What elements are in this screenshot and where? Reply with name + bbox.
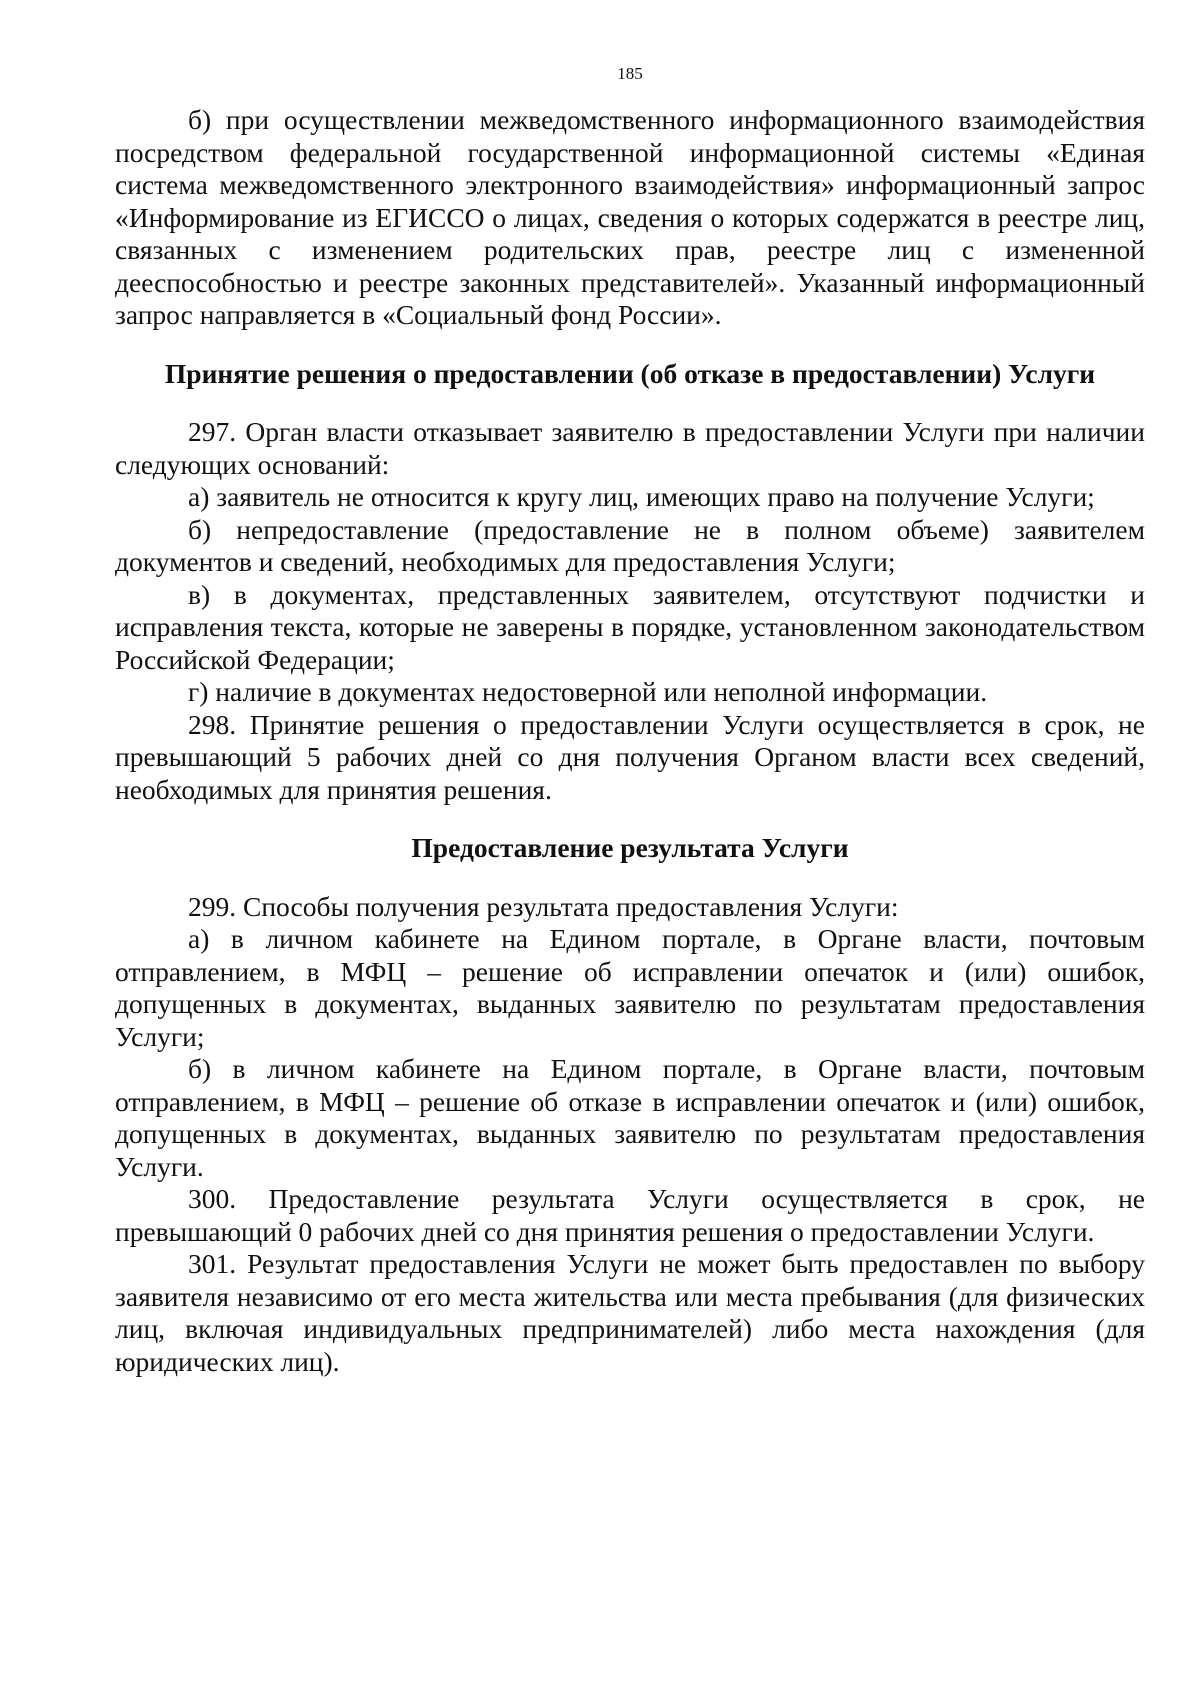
paragraph-297-a: а) заявитель не относится к кругу лиц, имеющих право на получение Услуги; [188, 481, 1095, 512]
paragraph-299-a: а) в личном кабинете на Едином портале, в Органе власти, почтовым отправлением, в МФЦ – решение об исправлении опечаток и (или) ошибок, допущенных в документах, выданных заявителю по результатам предоставления Услуги; [115, 923, 1145, 1052]
section-heading-result: Предоставление результата Услуги [411, 832, 849, 863]
paragraph-b-interagency-request: б) при осуществлении межведомственного информационного взаимодействия посредством федеральной государственной информационной системы «Единая система межведомственного электронного взаимодействия» информационный запрос «Информирование из ЕГИССО о лицах, сведения о которых содержатся в реестре лиц, связанных с изменением родительских прав, реестре лиц с измененной дееспособностью и реестре законных представителей». Указанный информационный запрос направляется в «Социальный фонд России». [115, 104, 1145, 330]
paragraph-297-v: в) в документах, представленных заявителем, отсутствуют подчистки и исправления текста, которые не заверены в порядке, установленном законодательством Российской Федерации; [115, 578, 1145, 675]
paragraph-297-g: г) наличие в документах недостоверной или неполной информации. [188, 676, 988, 707]
paragraph-299-b: б) в личном кабинете на Едином портале, в Органе власти, почтовым отправлением, в МФЦ – решение об отказе в исправлении опечаток и (или) ошибок, допущенных в документах, выданных заявителю по результатам предоставления Услуги. [115, 1053, 1145, 1182]
paragraph-297: 297. Орган власти отказывает заявителю в предоставлении Услуги при наличии следующих оснований: [115, 416, 1145, 480]
paragraph-299: 299. Способы получения результата предоставления Услуги: [188, 890, 899, 922]
paragraph-298: 298. Принятие решения о предоставлении Услуги осуществляется в срок, не превышающий 5 рабочих дней со дня получения Органом власти всех сведений, необходимых для принятия решения. [115, 708, 1145, 805]
document-page [115, 62, 1145, 1378]
paragraph-300: 300. Предоставление результата Услуги осуществляется в срок, не превышающий 0 рабочих дней со дня принятия решения о предоставлении Услуги. [115, 1183, 1145, 1247]
section-heading-decision: Принятие решения о предоставлении (об отказе в предоставлении) Услуги [164, 357, 1096, 389]
page-number: 185 [617, 64, 643, 83]
paragraph-301: 301. Результат предоставления Услуги не может быть предоставлен по выбору заявителя независимо от его места жительства или места пребывания (для физических лиц, включая индивидуальных предпринимателей) либо места нахождения (для юридических лиц). [115, 1248, 1145, 1377]
paragraph-297-b: б) непредоставление (предоставление не в полном объеме) заявителем документов и сведений, необходимых для предоставления Услуги; [115, 513, 1145, 577]
